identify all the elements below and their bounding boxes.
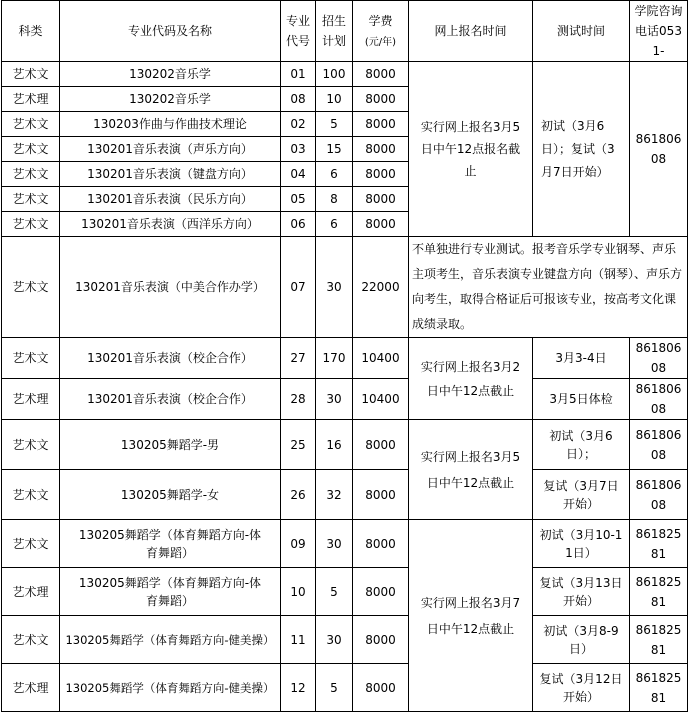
cell-test: 3月3-4日 <box>533 338 630 379</box>
cell-category: 艺术文 <box>2 137 60 162</box>
cell-plan: 15 <box>316 137 353 162</box>
cell-major: 130201音乐表演（中美合作办学） <box>60 237 281 338</box>
cell-test: 复试（3月12日开始） <box>533 664 630 712</box>
cell-code: 26 <box>281 470 316 520</box>
cell-fee: 10400 <box>353 379 409 420</box>
cell-plan: 6 <box>316 212 353 237</box>
cell-code: 11 <box>281 616 316 664</box>
cell-code: 10 <box>281 568 316 616</box>
cell-code: 12 <box>281 664 316 712</box>
cell-code: 01 <box>281 62 316 87</box>
cell-major: 130205舞蹈学（体育舞蹈方向-体育舞蹈） <box>60 568 281 616</box>
cell-code: 25 <box>281 420 316 470</box>
cell-fee: 8000 <box>353 137 409 162</box>
cell-signup: 实行网上报名3月7日中午12点截止 <box>409 520 533 712</box>
cell-category: 艺术文 <box>2 237 60 338</box>
cell-fee: 10400 <box>353 338 409 379</box>
cell-code: 06 <box>281 212 316 237</box>
cell-major: 130201音乐表演（西洋乐方向） <box>60 212 281 237</box>
header-test: 测试时间 <box>533 1 630 62</box>
cell-fee: 8000 <box>353 520 409 568</box>
header-fee: 学费 (元/年) <box>353 1 409 62</box>
cell-fee: 8000 <box>353 212 409 237</box>
cell-phone: 86182581 <box>630 616 688 664</box>
cell-category: 艺术理 <box>2 87 60 112</box>
header-plan: 招生 计划 <box>316 1 353 62</box>
cell-fee: 8000 <box>353 616 409 664</box>
cell-test: 3月5日体检 <box>533 379 630 420</box>
table-row <box>2 379 688 420</box>
cell-plan: 32 <box>316 470 353 520</box>
cell-major: 130201音乐表演（校企合作） <box>60 379 281 420</box>
cell-major: 130201音乐表演（校企合作） <box>60 338 281 379</box>
cell-category: 艺术文 <box>2 112 60 137</box>
cell-major: 130201音乐表演（民乐方向） <box>60 187 281 212</box>
cell-phone: 86182581 <box>630 664 688 712</box>
cell-code: 08 <box>281 87 316 112</box>
cell-plan: 170 <box>316 338 353 379</box>
table-row <box>2 470 688 520</box>
cell-code: 02 <box>281 112 316 137</box>
cell-phone: 86182581 <box>630 568 688 616</box>
cell-category: 艺术理 <box>2 664 60 712</box>
cell-category: 艺术文 <box>2 162 60 187</box>
cell-note: 不单独进行专业测试。报考音乐学专业钢琴、声乐主项考生，音乐表演专业键盘方向（钢琴）、声乐方向考生，取得合格证后可报该专业，按高考文化课成绩录取。 <box>409 237 688 338</box>
cell-fee: 8000 <box>353 62 409 87</box>
cell-plan: 30 <box>316 379 353 420</box>
cell-fee: 8000 <box>353 187 409 212</box>
cell-major: 130201音乐表演（声乐方向） <box>60 137 281 162</box>
table-row <box>2 420 688 470</box>
header-phone: 学院咨询 电话0531- <box>630 1 688 62</box>
header-major: 专业代码及名称 <box>60 1 281 62</box>
cell-category: 艺术理 <box>2 568 60 616</box>
cell-plan: 5 <box>316 112 353 137</box>
cell-category: 艺术文 <box>2 420 60 470</box>
cell-fee: 8000 <box>353 568 409 616</box>
cell-signup: 实行网上报名3月5日中午12点截止 <box>409 420 533 520</box>
cell-plan: 30 <box>316 616 353 664</box>
admission-table <box>1 0 688 712</box>
cell-plan: 5 <box>316 568 353 616</box>
cell-phone: 86180608 <box>630 379 688 420</box>
cell-major: 130205舞蹈学-女 <box>60 470 281 520</box>
cell-test: 复试（3月7日开始） <box>533 470 630 520</box>
table-row <box>2 520 688 568</box>
cell-fee: 8000 <box>353 470 409 520</box>
cell-fee: 8000 <box>353 664 409 712</box>
header-code: 专业 代号 <box>281 1 316 62</box>
cell-fee: 22000 <box>353 237 409 338</box>
cell-plan: 30 <box>316 237 353 338</box>
cell-plan: 5 <box>316 664 353 712</box>
cell-plan: 6 <box>316 162 353 187</box>
cell-test: 复试（3月13日开始） <box>533 568 630 616</box>
table-row <box>2 664 688 712</box>
table-row <box>2 62 688 87</box>
cell-test: 初试（3月6日）；复试（3月7日开始） <box>533 62 630 237</box>
cell-signup: 实行网上报名3月2日中午12点截止 <box>409 338 533 420</box>
table-row <box>2 237 688 338</box>
cell-plan: 16 <box>316 420 353 470</box>
cell-phone: 86180608 <box>630 338 688 379</box>
cell-category: 艺术文 <box>2 212 60 237</box>
cell-major: 130205舞蹈学（体育舞蹈方向-健美操） <box>60 616 281 664</box>
table-row <box>2 338 688 379</box>
cell-phone: 86180608 <box>630 62 688 237</box>
cell-plan: 8 <box>316 187 353 212</box>
header-row <box>2 1 688 62</box>
cell-code: 28 <box>281 379 316 420</box>
cell-fee: 8000 <box>353 162 409 187</box>
cell-major: 130205舞蹈学（体育舞蹈方向-体育舞蹈） <box>60 520 281 568</box>
cell-test: 初试（3月8-9日） <box>533 616 630 664</box>
cell-category: 艺术文 <box>2 338 60 379</box>
table-row <box>2 616 688 664</box>
cell-code: 27 <box>281 338 316 379</box>
header-category: 科类 <box>2 1 60 62</box>
cell-plan: 100 <box>316 62 353 87</box>
cell-plan: 30 <box>316 520 353 568</box>
cell-code: 09 <box>281 520 316 568</box>
cell-phone: 86180608 <box>630 420 688 470</box>
cell-category: 艺术理 <box>2 379 60 420</box>
cell-major: 130201音乐表演（键盘方向） <box>60 162 281 187</box>
cell-plan: 10 <box>316 87 353 112</box>
cell-category: 艺术文 <box>2 520 60 568</box>
cell-code: 07 <box>281 237 316 338</box>
cell-test: 初试（3月6日）； <box>533 420 630 470</box>
cell-major: 130205舞蹈学-男 <box>60 420 281 470</box>
cell-phone: 86182581 <box>630 520 688 568</box>
cell-code: 04 <box>281 162 316 187</box>
cell-category: 艺术文 <box>2 616 60 664</box>
table-row <box>2 568 688 616</box>
cell-test: 初试（3月10-11日） <box>533 520 630 568</box>
cell-fee: 8000 <box>353 112 409 137</box>
cell-signup: 实行网上报名3月5日中午12点报名截止 <box>409 62 533 237</box>
header-signup: 网上报名时间 <box>409 1 533 62</box>
cell-code: 05 <box>281 187 316 212</box>
cell-fee: 8000 <box>353 87 409 112</box>
cell-major: 130203作曲与作曲技术理论 <box>60 112 281 137</box>
cell-category: 艺术文 <box>2 187 60 212</box>
cell-major: 130202音乐学 <box>60 62 281 87</box>
cell-major: 130205舞蹈学（体育舞蹈方向-健美操） <box>60 664 281 712</box>
cell-category: 艺术文 <box>2 62 60 87</box>
cell-category: 艺术文 <box>2 470 60 520</box>
cell-code: 03 <box>281 137 316 162</box>
cell-major: 130202音乐学 <box>60 87 281 112</box>
cell-fee: 8000 <box>353 420 409 470</box>
cell-phone: 86180608 <box>630 470 688 520</box>
